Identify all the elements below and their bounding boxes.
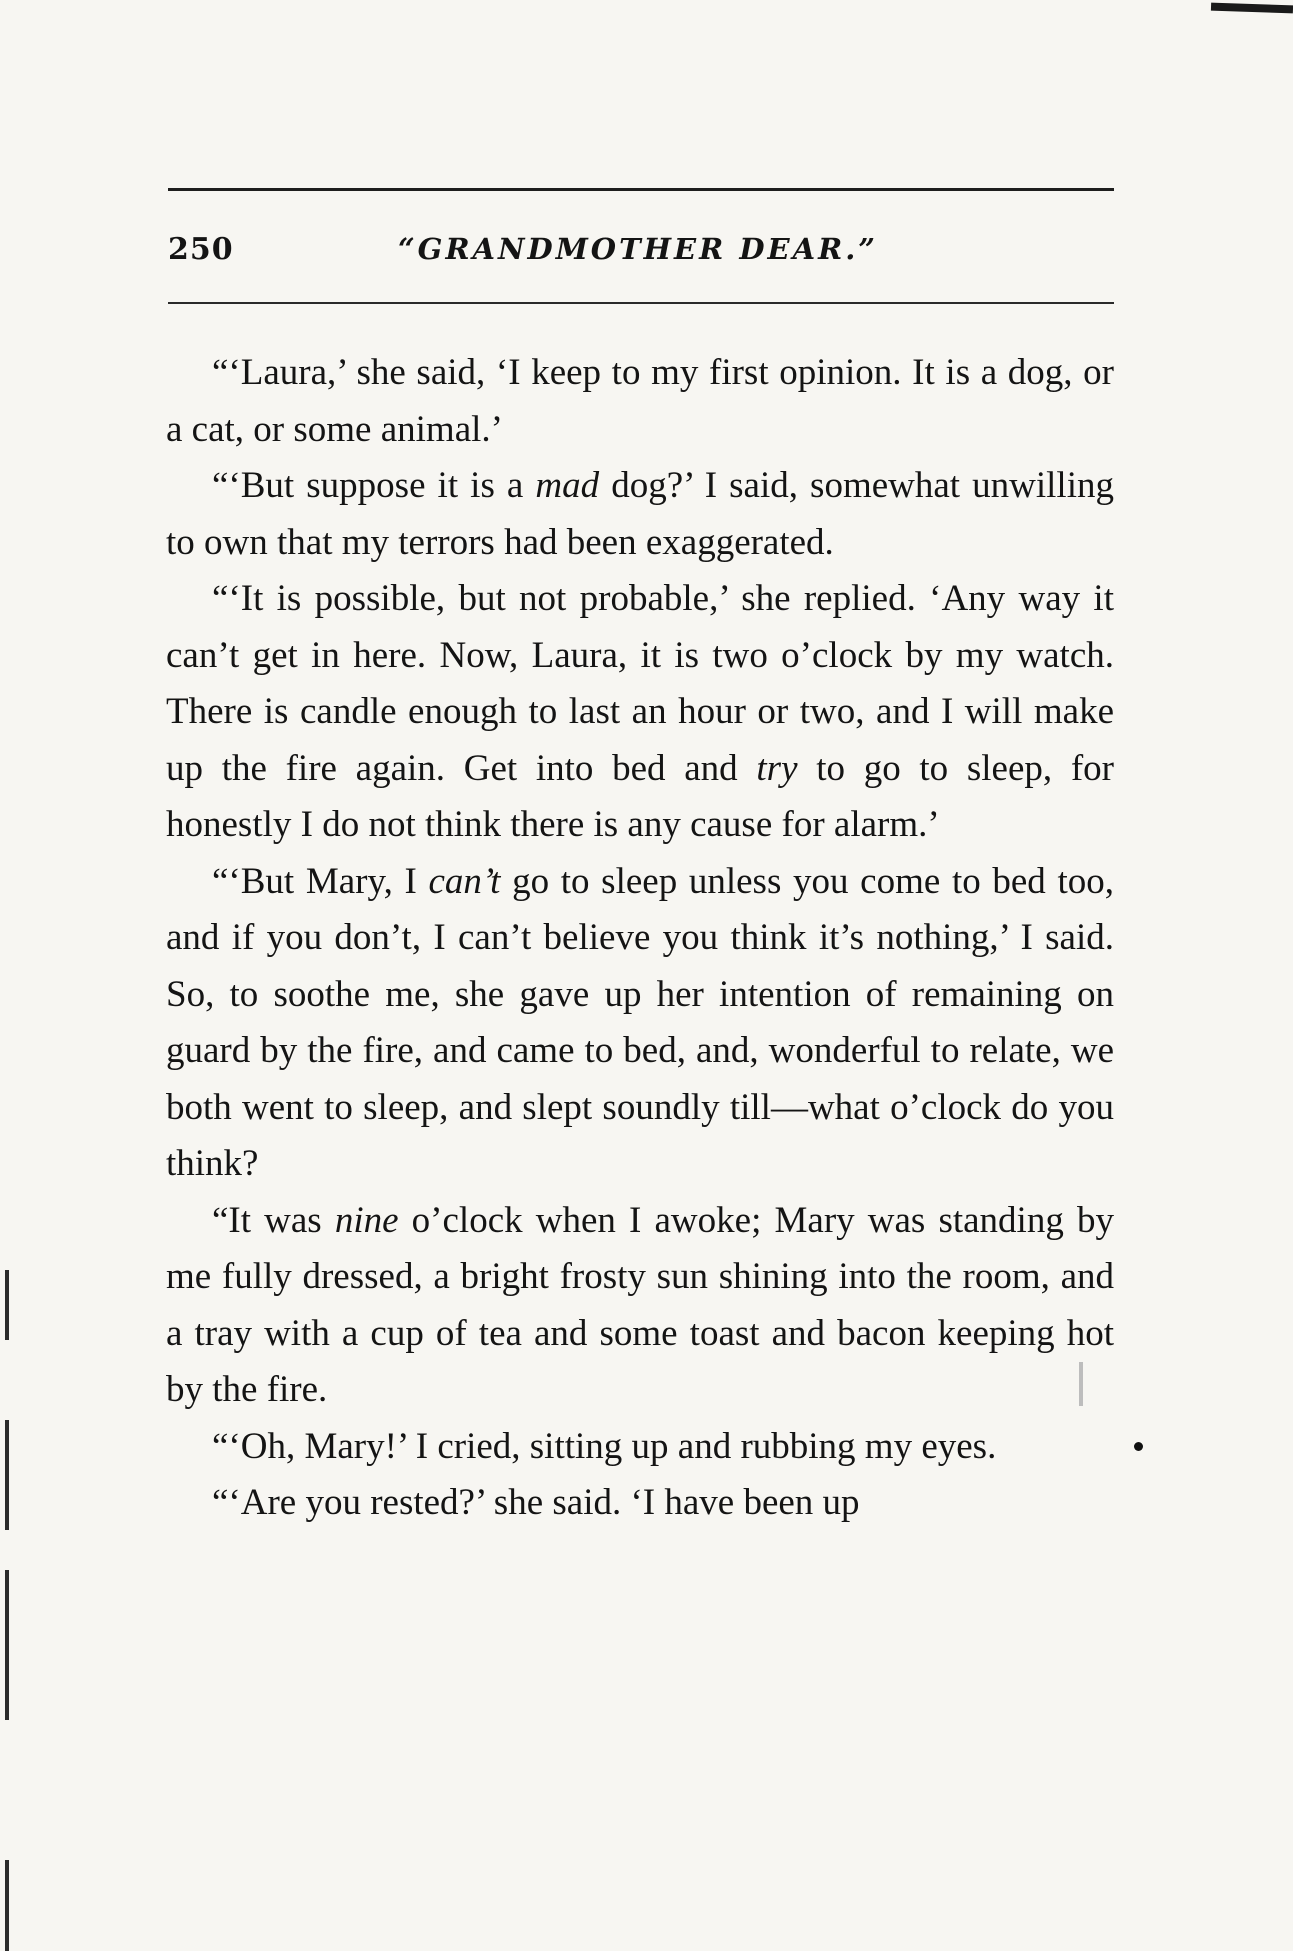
italic-text: try xyxy=(756,747,798,789)
binding-shadow xyxy=(5,1420,9,1530)
body-text xyxy=(166,345,1114,1532)
text-run: o’clock when I awoke; Mary was standing by me fully dressed, a bright frosty sun shining into the room, and a tray with a cup of tea and some toast and bacon keeping hot by the fire. xyxy=(166,1199,1114,1410)
running-head xyxy=(168,232,1114,282)
binding-shadow xyxy=(5,1570,9,1720)
text-run: go to sleep unless you come to bed too, and if you don’t, I can’t believe you think it’s nothing,’ I said. So, to soothe me, she gave up her intention of remaining on guard by the fire, and came to bed, and, wonderful to relate, we both went to sleep, and slept soundly till—what o’clock do you think? xyxy=(166,860,1114,1184)
text-run: to go to sleep, for honestly I do not think there is any cause for alarm.’ xyxy=(166,747,1114,845)
ink-smudge xyxy=(1079,1362,1083,1406)
text-run: dog?’ I said, somewhat unwilling to own that my terrors had been exaggerated. xyxy=(166,465,1114,563)
ink-speck xyxy=(1134,1442,1143,1451)
binding-shadow xyxy=(5,1860,9,1951)
text-run: “‘Are you rested?’ she said. ‘I have been up xyxy=(212,1482,860,1523)
italic-text: can’t xyxy=(428,860,501,902)
italic-text: nine xyxy=(334,1199,399,1241)
text-run: “‘But Mary, I xyxy=(212,860,429,902)
text-run: “‘Oh, Mary!’ I cried, sitting up and rubbing my eyes. xyxy=(212,1425,997,1467)
paragraph xyxy=(166,345,1114,458)
binding-shadow xyxy=(5,1270,9,1340)
paragraph xyxy=(166,1475,1114,1532)
scan-edge-mark xyxy=(1211,3,1293,14)
header-rule-bottom xyxy=(168,302,1114,304)
running-title: “GRANDMOTHER DEAR.” xyxy=(398,232,878,266)
header-rule-top xyxy=(168,188,1114,191)
paragraph xyxy=(166,458,1114,571)
text-run: “‘But suppose it is a xyxy=(212,465,536,506)
italic-text: mad xyxy=(535,465,600,506)
paragraph xyxy=(166,854,1114,1193)
text-run: “‘Laura,’ she said, ‘I keep to my first opinion. It is a dog, or a cat, or some animal.’ xyxy=(166,352,1114,450)
text-run: “‘It is possible, but not probable,’ she replied. ‘Any way it can’t get in here. Now, Laura, it is two o’clock by my watch. There is candle enough to last an hour or two, and I will make up the fire again. Get into bed and xyxy=(166,578,1114,789)
paragraph xyxy=(166,1193,1114,1419)
page-number: 250 xyxy=(168,232,234,267)
paragraph xyxy=(166,1419,1114,1476)
paragraph xyxy=(166,571,1114,854)
text-run: “It was xyxy=(212,1199,335,1241)
